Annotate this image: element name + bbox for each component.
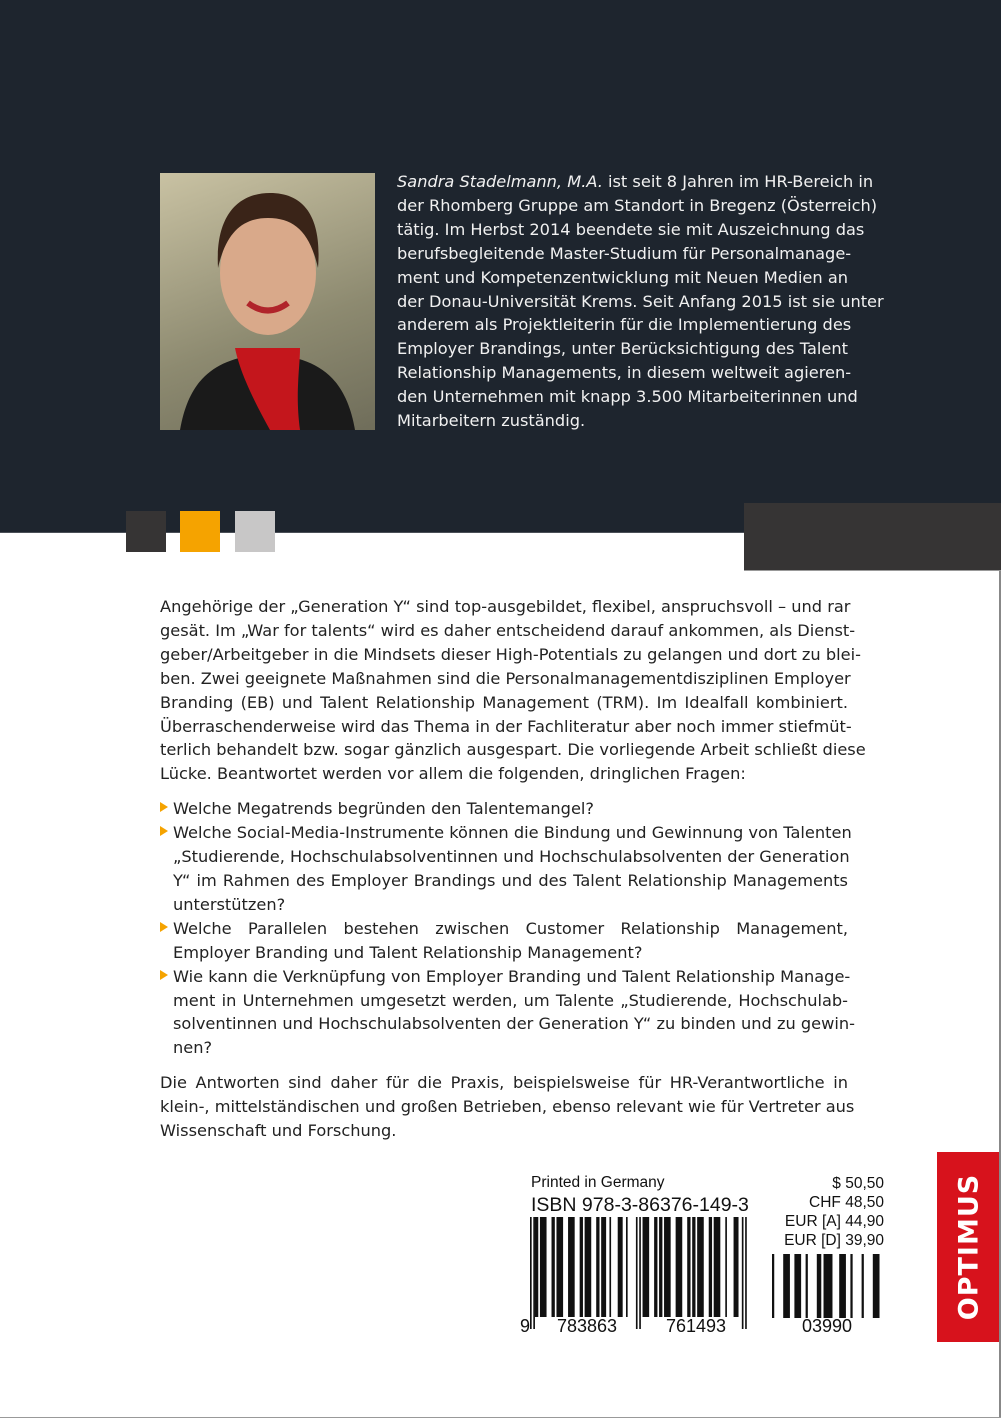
text-line: nen?: [173, 1038, 213, 1058]
bullet-triangle-icon: [160, 922, 168, 932]
barcode-bar: [585, 1217, 592, 1317]
author-photo: [160, 173, 375, 430]
bio-line: Relationship Managements, in diesem weltweit agieren-: [397, 363, 852, 383]
bullet-triangle-icon: [160, 826, 168, 836]
author-bio: [397, 170, 884, 433]
bullet-triangle-icon: [160, 802, 168, 812]
question-item: [160, 917, 848, 965]
barcode-bar: [742, 1217, 744, 1329]
text-line: ment in Unternehmen umgesetzt werden, um Talente „Studierende, Hochschulab-: [173, 990, 848, 1010]
text-line: solventinnen und Hochschulabsolventen der Generation Y“ zu binden und zu gewin-: [173, 1014, 855, 1034]
decor-dark-box: [744, 503, 1001, 571]
bio-line: [397, 170, 874, 194]
printed-in: Printed in Germany: [531, 1174, 665, 1191]
bio-line: ment und Kompetenzentwicklung mit Neuen Medien an: [397, 267, 848, 287]
text-line: Wie kann die Verknüpfung von Employer Branding und Talent Relationship Manage-: [173, 966, 851, 986]
barcode-digits-right: 761493: [666, 1316, 727, 1336]
addon-barcode: [772, 1254, 884, 1318]
barcode-bar: [533, 1217, 535, 1329]
bio-line: berufsbegleitende Master-Studium für Personalmanage-: [397, 243, 852, 263]
question-list: [160, 797, 855, 1060]
barcode-bar: [639, 1217, 641, 1329]
author-name: Sandra Stadelmann, M.A.: [397, 172, 603, 191]
barcode-digit-first: 9: [520, 1316, 531, 1336]
bio-line: den Unternehmen mit knapp 3.500 Mitarbeiterinnen und: [397, 387, 858, 407]
barcode-bar: [709, 1217, 712, 1317]
barcode-bar: [643, 1217, 650, 1317]
barcode-bar: [745, 1217, 747, 1329]
barcode-bar: [873, 1254, 880, 1318]
text-line: geber/Arbeitgeber in die Mindsets dieser High-Potentials zu gelangen und dort zu blei-: [160, 644, 861, 664]
barcode-bar: [568, 1217, 575, 1317]
barcode-bar: [636, 1217, 638, 1329]
barcode-digits-left: 783863: [557, 1316, 618, 1336]
ean-barcode: [530, 1217, 765, 1329]
publisher-name: OPTIMUS: [953, 1173, 985, 1321]
barcode-bar: [676, 1217, 683, 1317]
barcode-bar: [618, 1217, 623, 1317]
text-line: terlich behandelt bzw. sogar gänzlich ausgespart. Die vorliegende Arbeit schließt diese: [160, 740, 866, 760]
bio-line: Mitarbeitern zuständig.: [397, 411, 586, 431]
barcode-bar: [596, 1217, 599, 1317]
text-line: Lücke. Beantwortet werden vor allem die folgenden, dringlichen Fragen:: [160, 764, 746, 784]
blurb: [160, 595, 866, 1154]
text-line: Die Antworten sind daher für die Praxis, beispielsweise für HR-Verantwortliche in: [160, 1073, 848, 1093]
text-line: „Studierende, Hochschulabsolventinnen und Hochschulabsolventen der Generation: [173, 847, 850, 867]
text-line: ben. Zwei geeignete Maßnahmen sind die Personalmanagementdisziplinen Employer: [160, 668, 851, 688]
barcode-bar: [839, 1254, 846, 1318]
barcode-bar: [654, 1217, 657, 1317]
barcode-bar: [535, 1217, 538, 1317]
barcode-bar: [659, 1217, 662, 1317]
text-line: unterstützen?: [173, 894, 286, 914]
barcode-bar: [580, 1217, 583, 1317]
bio-line: der Donau-Universität Krems. Seit Anfang 2015 ist sie unter: [397, 291, 884, 311]
isbn: ISBN 978-3-86376-149-3: [531, 1194, 749, 1216]
barcode-block: [520, 1170, 900, 1340]
barcode-bar: [540, 1217, 547, 1317]
barcode-bar: [601, 1217, 606, 1317]
text-line: Y“ im Rahmen des Employer Brandings und des Talent Relationship Managements: [173, 870, 848, 890]
barcode-bar: [626, 1217, 628, 1317]
bio-text: ist seit 8 Jahren im HR-Bereich in: [602, 172, 874, 191]
decor-square-dark: [126, 511, 166, 552]
text-line: Wissenschaft und Forschung.: [160, 1121, 397, 1141]
bio-line: der Rhomberg Gruppe am Standort in Bregenz (Österreich): [397, 195, 878, 215]
barcode-bar: [817, 1254, 821, 1318]
text-line: Welche Megatrends begründen den Talentemangel?: [173, 799, 594, 819]
publisher-logo: [937, 1152, 1001, 1342]
price-chf: CHF 48,50: [809, 1194, 884, 1211]
price-eur-d: EUR [D] 39,90: [784, 1232, 884, 1249]
barcode-bar: [850, 1254, 852, 1318]
question-item: [160, 797, 848, 821]
price-eur-a: EUR [A] 44,90: [784, 1213, 884, 1230]
barcode-bar: [609, 1217, 611, 1317]
decor-square-grey: [235, 511, 275, 552]
intro-paragraph: [160, 595, 866, 786]
barcode-bar: [824, 1254, 833, 1318]
barcode-bar: [862, 1254, 864, 1318]
text-line: Angehörige der „Generation Y“ sind top-ausgebildet, flexibel, anspruchsvoll – und rar: [160, 597, 851, 616]
barcode-bar: [783, 1254, 790, 1318]
barcode-bar: [687, 1217, 690, 1317]
decor-square-orange: [180, 511, 220, 552]
price-usd: $ 50,50: [832, 1175, 884, 1192]
barcode-bar: [552, 1217, 555, 1317]
addon-digits: 03990: [802, 1316, 853, 1336]
prices: [784, 1174, 884, 1250]
bullet-triangle-icon: [160, 970, 168, 980]
text-line: gesät. Im „War for talents“ wird es daher entscheidend darauf ankommen, als Dienst-: [160, 620, 856, 640]
text-line: klein-, mittelständischen und großen Betrieben, ebenso relevant wie für Vertreter aus: [160, 1097, 855, 1117]
barcode-bar: [697, 1217, 704, 1317]
barcode-bar: [794, 1254, 801, 1318]
barcode-bar: [530, 1217, 532, 1329]
bio-line: Employer Brandings, unter Berücksichtigung des Talent: [397, 339, 848, 359]
bio-line: tätig. Im Herbst 2014 beendete sie mit Auszeichnung das: [397, 219, 865, 239]
text-line: Branding (EB) und Talent Relationship Management (TRM). Im Idealfall kombiniert.: [160, 692, 848, 712]
text-line: Welche Parallelen bestehen zwischen Customer Relationship Management,: [173, 918, 848, 938]
outro-paragraph: [160, 1071, 855, 1143]
text-line: Überraschenderweise wird das Thema in der Fachliteratur aber noch immer stiefmüt-: [160, 716, 852, 736]
barcode-bar: [664, 1217, 671, 1317]
barcode-bar: [725, 1217, 727, 1317]
barcode-bar: [806, 1254, 808, 1318]
barcode-bar: [772, 1254, 774, 1318]
barcode-bar: [556, 1217, 563, 1317]
barcode-bar: [734, 1217, 739, 1317]
text-line: Employer Branding und Talent Relationship Management?: [173, 942, 643, 962]
bio-line: anderem als Projektleiterin für die Implementierung des: [397, 315, 852, 335]
barcode-bar: [692, 1217, 695, 1317]
question-item: [160, 821, 852, 917]
question-item: [160, 965, 855, 1061]
barcode-bar: [714, 1217, 721, 1317]
text-line: Welche Social-Media-Instrumente können die Bindung und Gewinnung von Talenten: [173, 823, 852, 843]
